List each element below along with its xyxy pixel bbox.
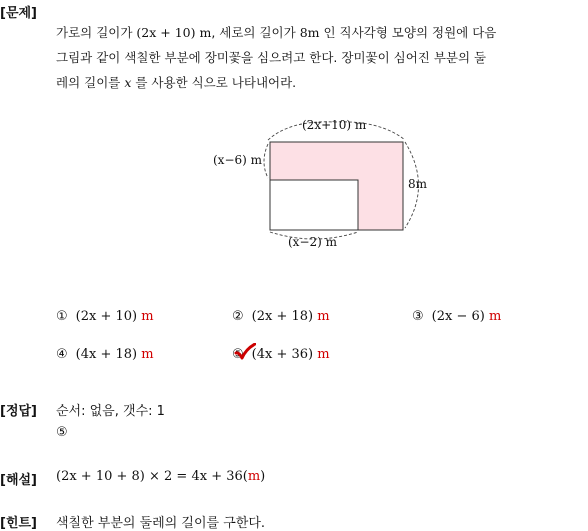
problem-label: [문제] (0, 6, 37, 21)
choice-2-number: ② (232, 309, 244, 324)
problem-text-part: 레의 길이를 (56, 75, 125, 90)
hint-text: 색칠한 부분의 둘레의 길이를 구한다. (56, 516, 266, 531)
choice-1-unit: m (141, 309, 154, 324)
problem-line-1 (56, 20, 584, 45)
problem-text-part: , 세로의 길이가 (211, 25, 300, 40)
left-brace (264, 144, 268, 178)
choice-3-number: ③ (412, 309, 424, 324)
label-bottom: (x−2) m (288, 235, 338, 249)
label-right: 8m (408, 177, 428, 191)
unshaded-rectangle (270, 180, 358, 230)
answer-label: [정답] (0, 404, 37, 419)
choice-2-unit: m (317, 309, 330, 324)
problem-line-2: 그림과 같이 색칠한 부분에 장미꽃을 심으려고 한다. 장미꽃이 심어진 부분의 둘 (56, 50, 487, 65)
choice-3[interactable] (412, 309, 501, 324)
problem-text-part: 가로의 길이가 (56, 25, 137, 40)
choice-5-number: ⑤ (232, 347, 244, 362)
choice-3-unit: m (488, 309, 502, 324)
math-height: 8m (299, 25, 320, 40)
math-width: (2x + 10) m (136, 25, 212, 40)
problem-text-part: 를 사용한 식으로 나타내어라. (131, 75, 297, 90)
hint-label: [힌트] (0, 516, 37, 531)
explanation-label: [해설] (0, 473, 37, 488)
choice-5[interactable] (232, 347, 330, 362)
garden-figure (210, 112, 450, 252)
label-top: (2x+10) m (302, 118, 367, 132)
choice-1[interactable] (56, 309, 154, 324)
label-left: (x−6) m (213, 153, 263, 167)
explanation-expr: (2x + 10 + 8) × 2 = 4x + 36( (56, 469, 248, 484)
problem-text-part: 인 직사각형 모양의 정원에 다음 (319, 25, 497, 40)
choice-4-number: ④ (56, 347, 68, 362)
choice-5-unit: m (317, 347, 330, 362)
choice-5-expr: (4x + 36) (251, 347, 314, 362)
choice-2-expr: (2x + 18) (251, 309, 314, 324)
answer-meta: 순서: 없음, 갯수: 1 (56, 404, 165, 419)
choice-4-expr: (4x + 18) (75, 347, 138, 362)
problem-line-3 (56, 70, 584, 95)
choice-4-unit: m (141, 347, 154, 362)
choice-1-expr: (2x + 10) (75, 309, 138, 324)
explanation-close: ) (260, 469, 266, 484)
explanation-unit: m (247, 469, 261, 484)
checkmark-icon (234, 343, 256, 361)
answer-value: ⑤ (56, 425, 68, 440)
explanation-text (56, 469, 265, 484)
choice-3-expr: (2x − 6) (431, 309, 485, 324)
math-x: x (124, 75, 132, 90)
choice-1-number: ① (56, 309, 68, 324)
choice-4[interactable] (56, 347, 154, 362)
problem-text (56, 20, 584, 95)
choice-2[interactable] (232, 309, 330, 324)
